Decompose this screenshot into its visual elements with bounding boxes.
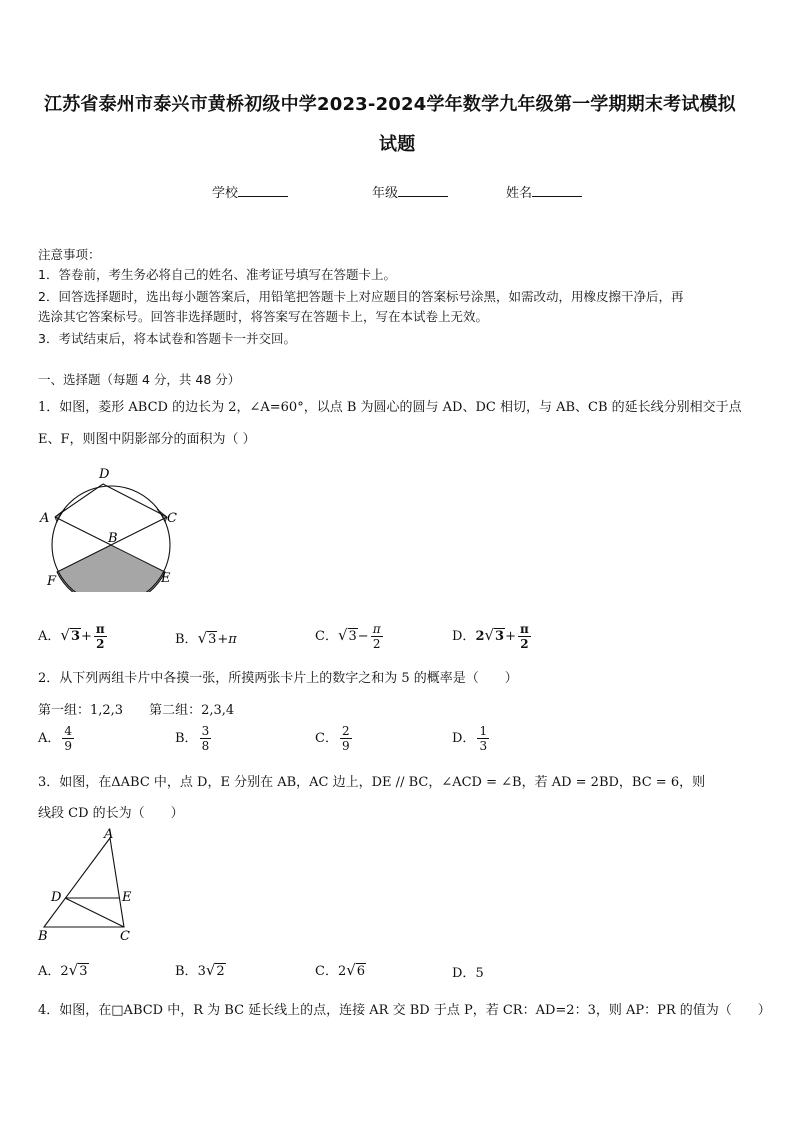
q3-option-a-coef: 2 bbox=[60, 964, 69, 979]
q2-option-b-den: 8 bbox=[201, 739, 210, 753]
q2-option-b-letter: B． bbox=[175, 731, 198, 746]
q1-option-d-rad: 3 bbox=[495, 629, 505, 644]
q1-label-a: A bbox=[40, 511, 50, 526]
grade-field bbox=[372, 182, 448, 201]
q2-option-d-num: 1 bbox=[479, 724, 488, 738]
name-label: 姓名 bbox=[506, 186, 533, 201]
q1-option-b-letter: B． bbox=[175, 632, 198, 647]
section-heading: 一、选择题（每题 4 分，共 48 分） bbox=[38, 372, 241, 387]
q1-label-e: E bbox=[161, 571, 171, 586]
name-field bbox=[506, 182, 582, 201]
name-blank[interactable] bbox=[532, 184, 582, 197]
q3-option-d[interactable] bbox=[452, 962, 484, 981]
q2-option-c[interactable] bbox=[315, 724, 354, 753]
school-label: 学校 bbox=[212, 186, 239, 201]
q3-triangle-abc bbox=[44, 838, 124, 927]
q3-option-b-rad: 2 bbox=[216, 964, 225, 979]
q2-groups: 第一组：1,2,3 第二组：2,3,4 bbox=[38, 703, 235, 718]
q3-option-a-letter: A． bbox=[38, 964, 61, 979]
q1-label-c: C bbox=[167, 511, 177, 526]
q4-stem: 4．如图，在□ABCD 中，R 为 BC 延长线上的点，连接 AR 交 BD 于点 P，若 CR：AD=2：3，则 AP：PR 的值为（ ） bbox=[38, 1003, 771, 1018]
q1-option-a-den: 2 bbox=[96, 637, 105, 651]
grade-blank[interactable] bbox=[398, 184, 448, 197]
q1-option-a-rad: 3 bbox=[70, 629, 80, 644]
q1-label-b: B bbox=[108, 531, 118, 546]
grade-label: 年级 bbox=[372, 186, 399, 201]
school-field bbox=[212, 182, 288, 201]
q1-segment-cb bbox=[111, 517, 167, 545]
q1-segment-ab bbox=[55, 517, 111, 545]
q1-stem-line1: 1．如图，菱形 ABCD 的边长为 2，∠A=60°，以点 B 为圆心的圆与 AD、DC 相切，与 AB、CB 的延长线分别相交于点 bbox=[38, 400, 742, 415]
q1-option-b-tail: +π bbox=[217, 632, 237, 647]
q1-option-c-num: π bbox=[372, 622, 381, 636]
q3-option-c[interactable]: C．2√6 bbox=[315, 961, 366, 979]
q2-option-c-letter: C． bbox=[315, 731, 338, 746]
note-3: 3．考试结束后，将本试卷和答题卡一并交回。 bbox=[38, 331, 296, 346]
q2-option-c-den: 9 bbox=[341, 739, 350, 753]
q3-option-a-rad: 3 bbox=[79, 964, 88, 979]
notes-heading: 注意事项： bbox=[38, 247, 101, 262]
q2-option-b-num: 3 bbox=[201, 724, 210, 738]
q3-option-c-rad: 6 bbox=[356, 964, 366, 979]
q2-option-b[interactable] bbox=[175, 724, 213, 753]
q3-label-d: D bbox=[51, 890, 62, 905]
q3-option-b-coef: 3 bbox=[197, 964, 206, 979]
q3-label-a: A bbox=[104, 827, 114, 842]
q2-option-a-den: 9 bbox=[64, 739, 73, 753]
q3-option-c-letter: C． bbox=[315, 964, 338, 979]
q2-option-d-den: 3 bbox=[479, 739, 488, 753]
q3-label-e: E bbox=[122, 890, 132, 905]
page-title-line2: 试题 bbox=[379, 134, 416, 155]
q3-option-b[interactable]: B．3√2 bbox=[175, 961, 225, 979]
note-1: 1．答卷前，考生务必将自己的姓名、准考证号填写在答题卡上。 bbox=[38, 267, 396, 282]
q1-shaded-sector bbox=[57, 545, 165, 592]
q3-option-b-letter: B． bbox=[175, 964, 198, 979]
q1-option-c[interactable]: C．√3− $\frac{\pi}{2}$ bbox=[315, 622, 381, 651]
q1-figure bbox=[35, 462, 185, 592]
q3-option-d-text: 5 bbox=[475, 966, 484, 981]
school-blank[interactable] bbox=[238, 184, 288, 197]
q1-option-d-letter: D． bbox=[452, 629, 476, 644]
q2-option-d-letter: D． bbox=[452, 731, 476, 746]
q1-option-d-den: 2 bbox=[520, 637, 529, 651]
q2-option-a-letter: A． bbox=[38, 731, 61, 746]
q1-option-c-rad: 3 bbox=[348, 629, 357, 644]
q2-option-a-num: 4 bbox=[64, 724, 73, 738]
q2-option-a[interactable] bbox=[38, 724, 76, 753]
q1-option-b[interactable]: B．√3+π bbox=[175, 629, 237, 647]
note-2b: 选涂其它答案标号。回答非选择题时，将答案写在答题卡上，写在本试卷上无效。 bbox=[38, 309, 489, 324]
q3-figure bbox=[34, 826, 144, 944]
q1-option-c-den: 2 bbox=[372, 637, 381, 651]
q1-option-d[interactable]: D．2√3+ $\frac{\pi}{2}$ bbox=[452, 622, 529, 651]
q1-option-d-op: + bbox=[505, 629, 516, 644]
q3-stem-line1: 3．如图，在ΔABC 中，点 D，E 分别在 AB，AC 边上，DE // BC，∠ACD = ∠B，若 AD = 2BD，BC = 6，则 bbox=[38, 775, 706, 790]
q1-option-c-letter: C． bbox=[315, 629, 338, 644]
q1-stem-line2: E、F，则图中阴影部分的面积为（ ） bbox=[38, 432, 256, 447]
q1-option-d-coef: 2 bbox=[475, 629, 485, 644]
q3-label-c: C bbox=[120, 929, 130, 944]
q1-label-f: F bbox=[47, 574, 57, 589]
q3-option-d-letter: D． bbox=[452, 966, 476, 981]
q1-option-a-letter: A． bbox=[38, 629, 61, 644]
q3-segment-cd bbox=[65, 898, 124, 927]
q3-label-b: B bbox=[38, 929, 48, 944]
q2-stem: 2．从下列两组卡片中各摸一张，所摸两张卡片上的数字之和为 5 的概率是（ ） bbox=[38, 671, 518, 686]
q1-option-d-num: π bbox=[520, 622, 529, 636]
q3-stem-line2: 线段 CD 的长为（ ） bbox=[38, 806, 184, 821]
q3-option-c-coef: 2 bbox=[337, 964, 347, 979]
q1-option-a-op: + bbox=[81, 629, 92, 644]
q3-option-a[interactable]: A．2√3 bbox=[38, 961, 88, 979]
q1-option-a[interactable]: A．√3+ $\frac{\pi}{2}$ bbox=[38, 622, 105, 651]
q1-option-c-op: − bbox=[357, 629, 369, 644]
q2-option-d[interactable] bbox=[452, 724, 491, 753]
q1-option-a-num: π bbox=[95, 622, 105, 636]
q1-label-d: D bbox=[99, 467, 110, 482]
page-title-line1: 江苏省泰州市泰兴市黄桥初级中学2023-2024学年数学九年级第一学期期末考试模拟 bbox=[44, 94, 736, 115]
q1-option-b-rad: 3 bbox=[208, 632, 217, 647]
q2-option-c-num: 2 bbox=[341, 724, 350, 738]
note-2a: 2．回答选择题时，选出每小题答案后，用铅笔把答题卡上对应题目的答案标号涂黑，如需改动，用橡皮擦干净后，再 bbox=[38, 289, 684, 304]
